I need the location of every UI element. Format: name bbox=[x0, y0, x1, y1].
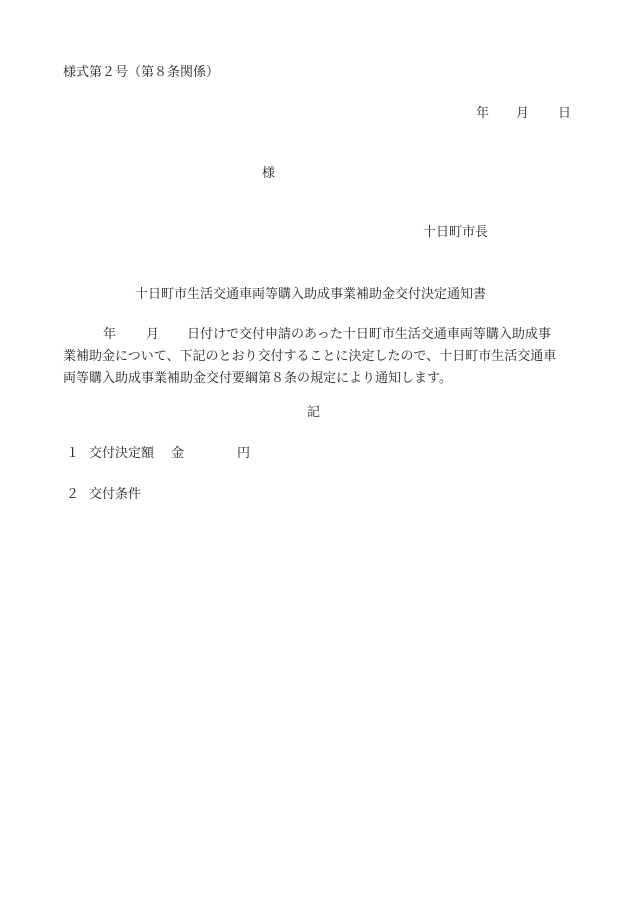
amount-prefix: 金 bbox=[171, 446, 185, 461]
amount-unit: 円 bbox=[237, 446, 251, 461]
date-year-label: 年 bbox=[476, 106, 490, 121]
body-month-label: 月 bbox=[146, 327, 160, 342]
item-label: 交付決定額 bbox=[89, 446, 155, 461]
form-number: 様式第２号（第８条関係） bbox=[63, 65, 220, 80]
body-year-label: 年 bbox=[103, 327, 117, 342]
body-line-3: 両等購入助成事業補助金交付要綱第８条の規定により通知します。 bbox=[63, 371, 452, 386]
issuer-name: 十日町市長 bbox=[423, 225, 489, 240]
body-paragraph bbox=[63, 324, 578, 390]
body-line-2: 業補助金について、下記のとおり交付することに決定したので、十日町市生活交通車 bbox=[63, 349, 557, 364]
body-line-1-text: 日付けで交付申請のあった十日町市生活交通車両等購入助成事 bbox=[187, 327, 551, 342]
addressee-honorific: 様 bbox=[262, 166, 276, 181]
item-number: １ bbox=[66, 446, 80, 461]
item-number: ２ bbox=[66, 487, 80, 502]
item-label: 交付条件 bbox=[89, 487, 142, 502]
date-day-label: 日 bbox=[558, 106, 572, 121]
date-month-label: 月 bbox=[516, 106, 530, 121]
document-title: 十日町市生活交通車両等購入助成事業補助金交付決定通知書 bbox=[135, 287, 487, 302]
ki-heading: 記 bbox=[307, 405, 321, 420]
body-line-1 bbox=[63, 324, 578, 346]
